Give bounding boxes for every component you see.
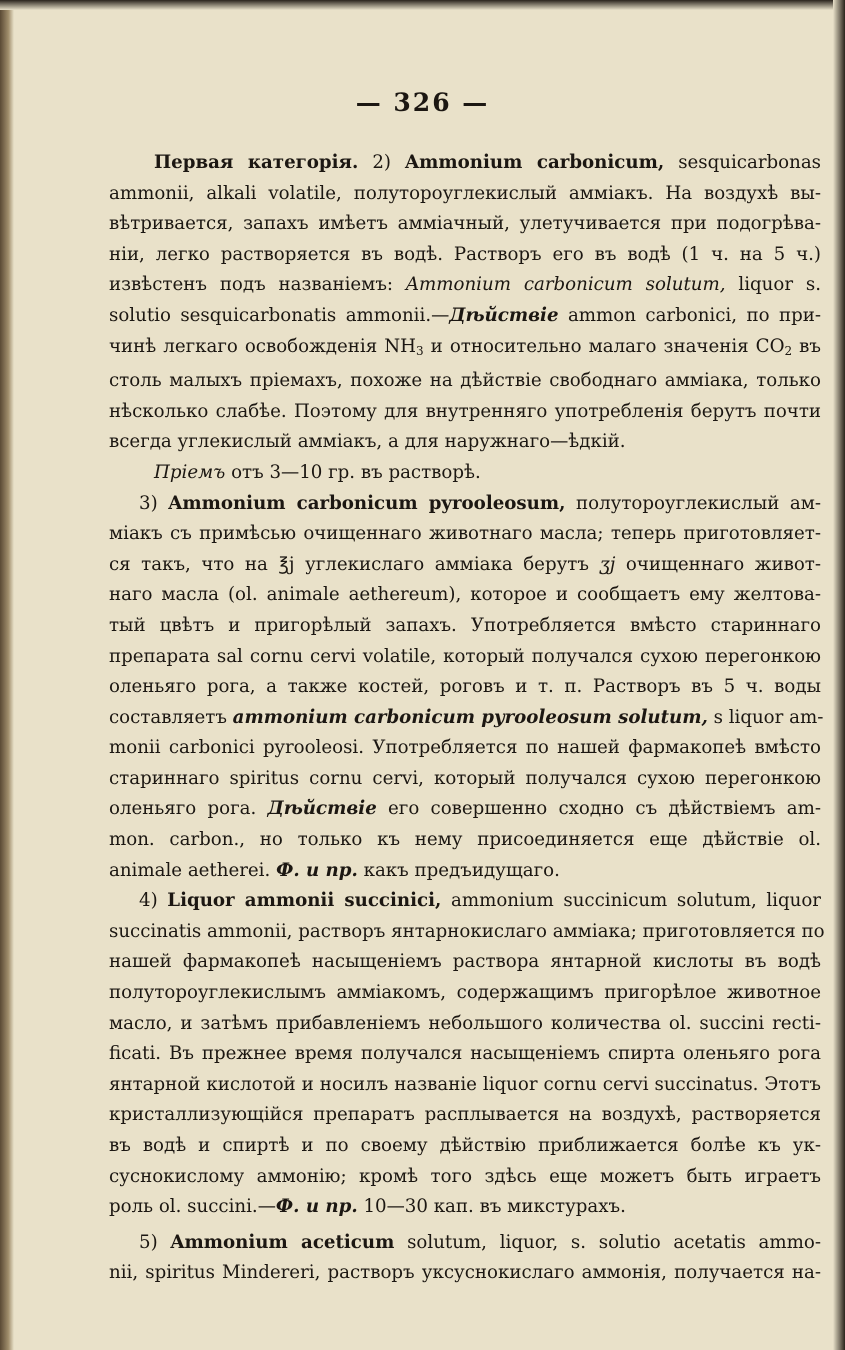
text-line: ніи, легко растворяется въ водѣ. Растворъ его въ водѣ (1 ч. на 5 ч.) — [109, 243, 821, 265]
text-line: препарата sal cornu cervi volatile, который получался сухою перегонкою — [109, 645, 821, 667]
page-body — [109, 148, 825, 1289]
action-heading: Дѣйствіе — [449, 304, 559, 326]
text-line: стариннаго spiritus cornu cervi, который получался сухою перегонкою — [109, 767, 821, 789]
text-line: ся такъ, что на ℥j углекислаго амміака берутъ ʒj очищеннаго живот- — [109, 553, 821, 575]
text-line: кристаллизующійся препаратъ расплывается на воздухѣ, растворяется — [109, 1104, 821, 1126]
text-line: ficati. Въ прежнее время получался насыщеніемъ спирта оленьяго рога — [109, 1043, 821, 1065]
form-and-dose-label: Ф. и пр. — [276, 859, 358, 881]
text-line: въ водѣ и спиртѣ и по своему дѣйствію приближается болѣе къ ук- — [109, 1135, 821, 1156]
text-line: столь малыхъ пріемахъ, похоже на дѣйствіе свободнаго амміака, только — [109, 370, 821, 392]
text-line: вѣтривается, запахъ имѣетъ амміачный, улетучивается при подогрѣва- — [109, 213, 821, 235]
drug-name: Ammonium carbonicum, — [405, 152, 665, 173]
action-heading: Дѣйствіе — [267, 798, 377, 820]
text-line: тый цвѣтъ и пригорѣлый запахъ. Употребляется вмѣсто стариннаго — [109, 614, 821, 636]
text-line: ammonii, alkali volatile, полутороуглекислый амміакъ. На воздухѣ вы- — [109, 182, 821, 204]
text-line: solutio sesquicarbonatis ammonii.—Дѣйствіе ammon carbonici, по при- — [109, 304, 821, 326]
text-line: масло, и затѣмъ прибавленіемъ небольшого количества ol. succini recti- — [109, 1012, 821, 1034]
dose-line: Пріемъ отъ 3—10 гр. въ растворѣ. — [154, 461, 481, 483]
text-line: міакъ съ примѣсью очищеннаго животнаго масла; теперь приготовляет- — [109, 523, 821, 545]
text-line: полутороуглекислымъ амміакомъ, содержащимъ пригорѣлое животное — [109, 982, 821, 1004]
ounce-symbol: ℥j — [278, 553, 295, 575]
text-line: извѣстенъ подъ названіемъ: Ammonium carbonicum solutum, liquor s. — [109, 274, 821, 296]
drug-name: Ammonium carbonicum pyrooleosum, — [168, 492, 566, 514]
paragraph-5-line-1: 5) Ammonium aceticum solutum, liquor, s. solutio acetatis ammo- — [139, 1231, 821, 1253]
text-line: animale aetherei. Ф. и пр. какъ предъидущаго. — [109, 859, 560, 881]
paragraph-4-line-1: 4) Liquor ammonii succinici, ammonium succinicum solutum, liquor — [139, 890, 821, 912]
page-number: — 326 — — [355, 88, 490, 117]
paragraph-1-line-1: Первая категорія. 2) Ammonium carbonicum, sesquicarbonas — [154, 152, 821, 173]
text-line: составляетъ ammonium carbonicum pyrooleosum solutum, s liquor am- — [109, 706, 824, 728]
text-line: наго масла (ol. animale aethereum), которое и сообщаетъ ему желтова- — [109, 584, 821, 606]
text-line: nii, spiritus Mindereri, растворъ уксуснокислаго аммонія, получается на- — [109, 1262, 821, 1284]
form-and-dose-label: Ф. и пр. — [275, 1196, 358, 1218]
page-right-edge — [833, 0, 845, 1350]
text-line: роль ol. succini.—Ф. и пр. 10—30 кап. въ микстурахъ. — [109, 1196, 626, 1218]
paragraph-3-line-1: 3) Ammonium carbonicum pyrooleosum, полутороуглекислый ам- — [139, 492, 821, 514]
drug-name: Liquor ammonii succinici, — [167, 890, 442, 912]
drug-name: Ammonium aceticum — [170, 1231, 395, 1253]
text-line: succinatis ammonii, растворъ янтарнокислаго амміака; приготовляется по — [109, 920, 825, 942]
page-top-edge — [0, 0, 845, 10]
drug-name-italic: Ammonium carbonicum solutum, — [405, 274, 726, 296]
text-line: нашей фармакопеѣ насыщеніемъ раствора янтарной кислоты въ водѣ — [109, 951, 821, 973]
text-line: чинѣ легкаго освобожденія $NH_3$ и относительно малаго значенія $CO_2$ въ — [109, 335, 821, 358]
text-line: всегда углекислый амміакъ, а для наружнаго—ѣдкій. — [109, 431, 626, 453]
text-line: суснокислому аммонію; кромѣ того здѣсь еще можетъ быть играетъ — [109, 1165, 821, 1187]
text-line: янтарной кислотой и носилъ названіе liquor cornu cervi succinatus. Этотъ — [109, 1073, 821, 1095]
dose-heading: Пріемъ — [154, 461, 226, 483]
category-heading: Первая категорія. — [154, 152, 359, 173]
drachm-symbol: ʒj — [599, 553, 616, 575]
text-line: mon. carbon., но только къ нему присоединяется еще дѣйствіе ol. — [109, 829, 821, 851]
drug-name-italic: ammonium carbonicum pyrooleosum solutum, — [232, 706, 708, 728]
text-line: оленьяго рога. Дѣйствіе его совершенно сходно съ дѣйствіемъ am- — [109, 798, 821, 820]
book-binding-shadow — [0, 0, 14, 1350]
text-line: нѣсколько слабѣе. Поэтому для внутренняго употребленія берутъ почти — [109, 400, 821, 422]
text-line: monii carbonici pyrooleosi. Употребляется по нашей фармакопеѣ вмѣсто — [109, 737, 821, 759]
text-line: оленьяго рога, а также костей, роговъ и т. п. Растворъ въ 5 ч. воды — [109, 676, 821, 698]
